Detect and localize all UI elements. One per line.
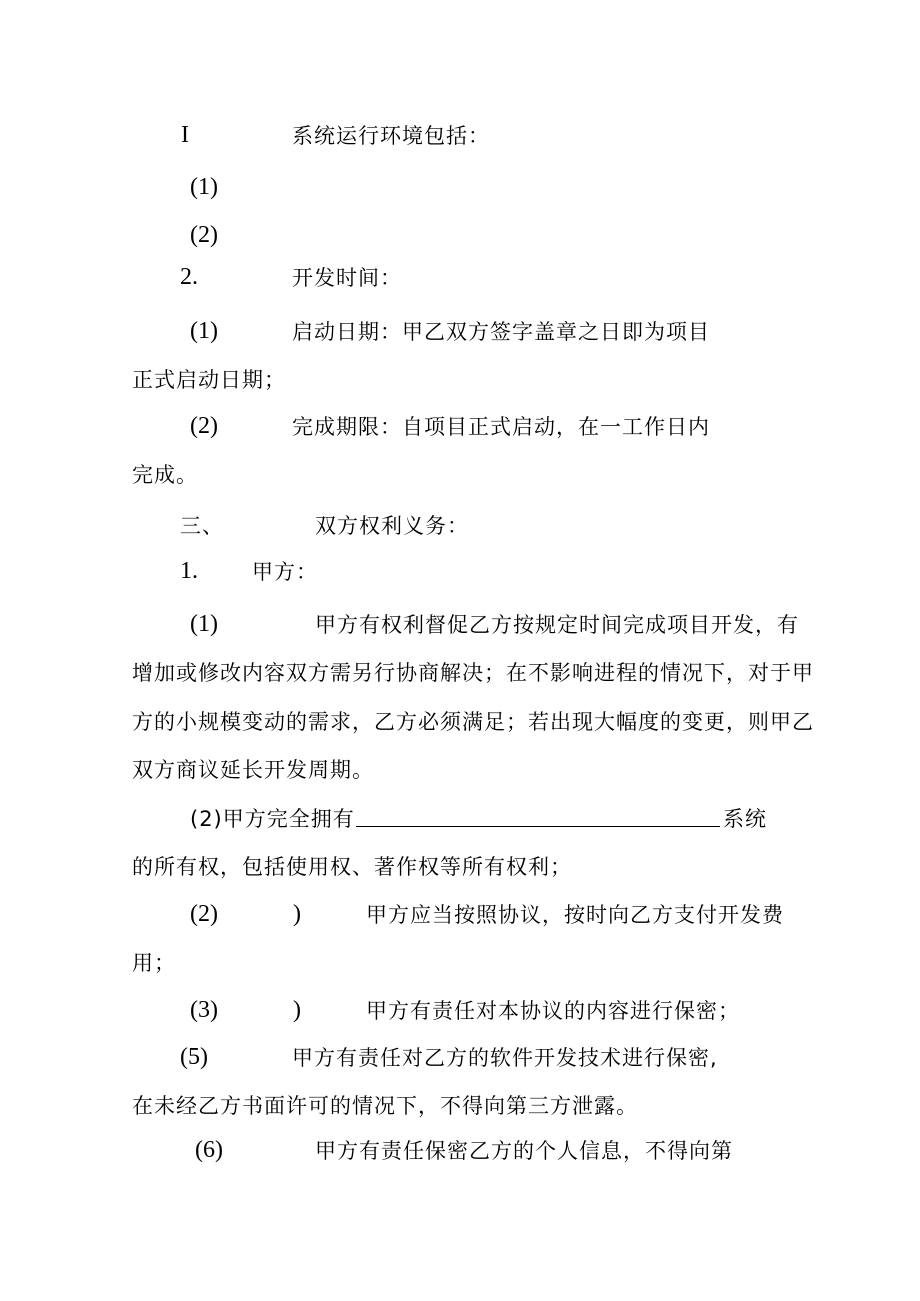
start-date-line1: 启动日期：甲乙双方签字盖章之日即为项目 <box>292 320 710 344</box>
party-a-item1-marker: (1) <box>190 611 218 637</box>
party-a-item1-line3: 方的小规模变动的需求，乙方必须满足；若出现大幅度的变更，则甲乙 <box>132 710 814 734</box>
party-a-item2b-marker: (2) <box>190 901 218 927</box>
party-a-item2b-paren: ) <box>293 901 301 927</box>
section-i-heading: 系统运行环境包括： <box>292 124 490 148</box>
section-3-heading: 双方权利义务： <box>315 514 469 538</box>
party-a-item2a-line2: 的所有权，包括使用权、著作权等所有权利； <box>132 855 572 879</box>
deadline-line1: 完成期限：自项目正式启动，在一工作日内 <box>292 415 710 439</box>
party-a-item3-marker: (3) <box>190 997 218 1023</box>
party-a-item3-text: 甲方有责任对本协议的内容进行保密； <box>366 999 740 1023</box>
deadline-marker: (2) <box>190 413 218 439</box>
party-a-marker: 1. <box>180 558 198 584</box>
section-3-marker: 三、 <box>180 514 224 538</box>
ownership-blank-line <box>356 826 720 827</box>
party-a-item5-line1: 甲方有责任对乙方的软件开发技术进行保密, <box>292 1046 718 1070</box>
party-a-item1-line2: 增加或修改内容双方需另行协商解决；在不影响进程的情况下，对于甲 <box>132 661 814 685</box>
section-2-marker: 2. <box>180 264 198 290</box>
party-a-item1-line4: 双方商议延长开发周期。 <box>132 758 374 782</box>
section-i-item-1-marker: (1) <box>190 174 218 200</box>
party-a-item2a-suffix: 系统 <box>723 807 767 831</box>
section-2-heading: 开发时间： <box>292 266 402 290</box>
party-a-item2b-line2: 用； <box>132 951 176 975</box>
section-i-item-2-marker: (2) <box>190 222 218 248</box>
party-a-heading: 甲方： <box>252 560 318 584</box>
start-date-line2: 正式启动日期； <box>132 368 286 392</box>
party-a-item2b-line1: 甲方应当按照协议，按时向乙方支付开发费 <box>366 903 784 927</box>
deadline-line2: 完成。 <box>132 463 198 487</box>
party-a-item3-paren: ) <box>293 997 301 1023</box>
party-a-item2a-prefix: (2)甲方完全拥有 <box>190 807 355 831</box>
party-a-item5-marker: (5) <box>180 1044 208 1070</box>
party-a-item5-line2: 在未经乙方书面许可的情况下，不得向第三方泄露。 <box>132 1094 638 1118</box>
party-a-item6-marker: (6) <box>195 1137 223 1163</box>
party-a-item6-line1: 甲方有责任保密乙方的个人信息，不得向第 <box>315 1139 733 1163</box>
party-a-item1-line1: 甲方有权利督促乙方按规定时间完成项目开发，有 <box>315 613 799 637</box>
section-i-marker: I <box>181 122 189 148</box>
start-date-marker: (1) <box>190 318 218 344</box>
